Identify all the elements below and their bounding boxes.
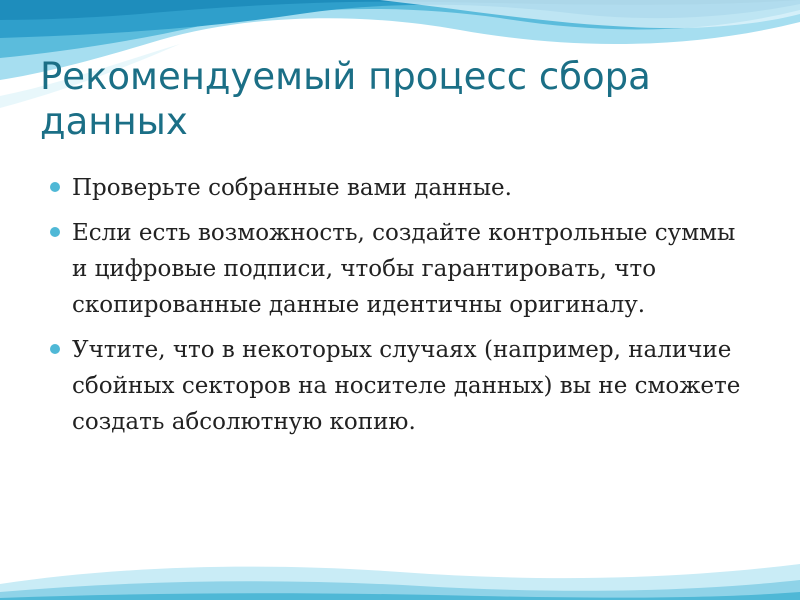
bullet-list bbox=[50, 170, 750, 449]
bullet-text: Если есть возможность, создайте контрольные суммы и цифровые подписи, чтобы гарантировать, что скопированные данные идентичны оригиналу. bbox=[72, 220, 736, 318]
bullet-marker-icon bbox=[50, 182, 60, 192]
bullet-text: Проверьте собранные вами данные. bbox=[72, 175, 512, 201]
slide-title: Рекомендуемый процесс сбора данных bbox=[40, 55, 651, 143]
bullet-item bbox=[50, 332, 750, 440]
bullet-marker-icon bbox=[50, 344, 60, 354]
bullet-text: Учтите, что в некоторых случаях (например, наличие сбойных секторов на носителе данных) вы не сможете создать абсолютную копию. bbox=[72, 337, 741, 435]
bullet-item bbox=[50, 170, 750, 206]
bottom-wave-decoration bbox=[0, 540, 800, 600]
bullet-item bbox=[50, 215, 750, 323]
bullet-marker-icon bbox=[50, 227, 60, 237]
